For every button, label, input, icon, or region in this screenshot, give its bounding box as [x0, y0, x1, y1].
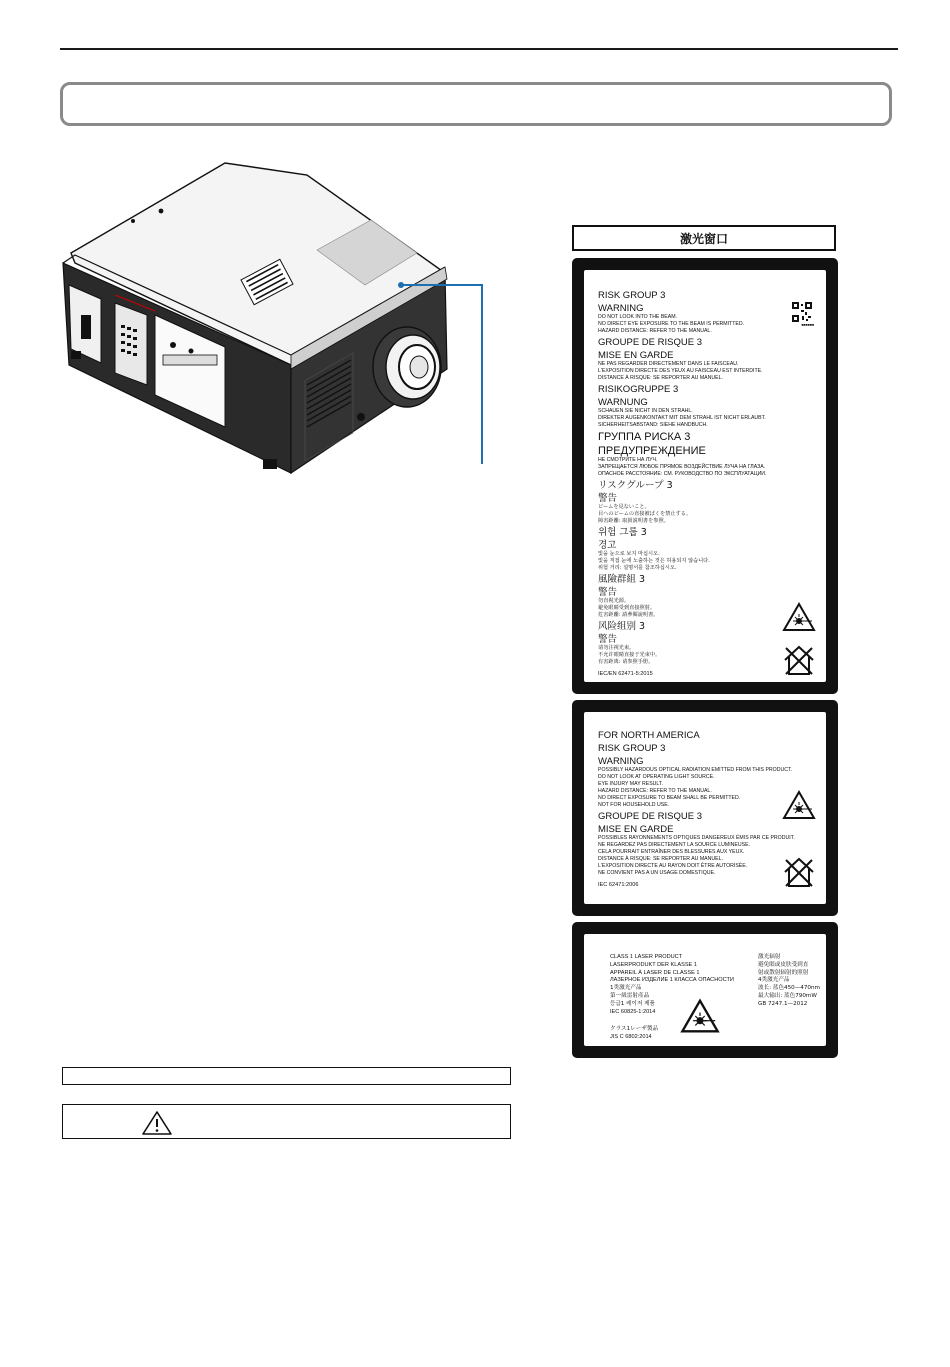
- label-line: ПРЕДУПРЕЖДЕНИЕ: [598, 445, 706, 457]
- label-line: 위험 거리: 설명서를 참조하십시오.: [598, 565, 677, 571]
- label-line: SCHAUEN SIE NICHT IN DEN STRAHL.: [598, 408, 693, 414]
- label-line: EYE INJURY MAY RESULT.: [598, 781, 663, 787]
- label-line: RISIKOGRUPPE 3: [598, 384, 679, 395]
- projector-illustration: [55, 155, 495, 485]
- laser-window-label: 激光窗口: [572, 225, 836, 251]
- label-line: DO NOT LOOK AT OPERATING LIGHT SOURCE.: [598, 774, 715, 780]
- label-line: DO NOT LOOK INTO THE BEAM.: [598, 314, 677, 320]
- class1-line: LASERPRODUKT DER KLASSE 1: [610, 961, 697, 968]
- class1-line: 第一級雷射產品: [610, 992, 650, 999]
- label-line: 빛을 직접 눈에 노출하는 것은 허용되지 않습니다.: [598, 558, 710, 564]
- label-line: HAZARD DISTANCE: REFER TO THE MANUAL.: [598, 788, 712, 794]
- class1-line: 1类激光产品: [610, 985, 642, 992]
- label-line: 避免眼睛受到直接照射。: [598, 605, 656, 611]
- label-line: DISTANCE À RISQUE: SE REPORTER AU MANUEL.: [598, 375, 723, 381]
- class1-right-line: 波长: 蓝色450—470nm: [758, 985, 820, 992]
- risk-group-label: [572, 258, 838, 694]
- north-america-label: [572, 700, 838, 916]
- label-line: MISE EN GARDE: [598, 824, 674, 835]
- label-line: HAZARD DISTANCE: REFER TO THE MANUAL.: [598, 328, 712, 334]
- label-line: 경고: [598, 540, 617, 551]
- class1-right-line: 4类激光产品: [758, 977, 790, 984]
- label-line: DIREKTER AUGENKONTAKT MIT DEM STRAHL IST NICHT ERLAUBT.: [598, 415, 766, 421]
- label-line: 警告: [598, 634, 618, 645]
- laser-warning-icon: [680, 998, 720, 1034]
- laser-warning-icon: [782, 790, 816, 820]
- label-line: WARNUNG: [598, 397, 648, 408]
- laser-warning-icon: [782, 602, 816, 632]
- class1-right-line: 最大输出: 蓝色790mW: [758, 992, 817, 999]
- qr-caption: ■■■■■■: [801, 323, 814, 327]
- label-line: WARNING: [598, 756, 644, 767]
- label-line: GROUPE DE RISQUE 3: [598, 337, 702, 348]
- class1-line: 등급1 레이저 제품: [610, 1000, 655, 1007]
- class1-right-line: GB 7247.1—2012: [758, 1000, 808, 1007]
- top-rule: [60, 48, 898, 50]
- label-line: IEC 62471:2006: [598, 882, 639, 888]
- label-line: リスクグループ 3: [598, 480, 673, 491]
- class1-line: JIS C 6802:2014: [610, 1034, 652, 1041]
- label-line: 目へのビームの直接被ばくを禁止する。: [598, 511, 692, 517]
- label-line: ГРУППА РИСКА 3: [598, 431, 691, 443]
- class1-label-panel: [584, 934, 826, 1046]
- class1-line: IEC 60825-1:2014: [610, 1008, 656, 1015]
- label-line: 不允许眼睛直接于光束中。: [598, 652, 661, 658]
- label-line: ОПАСНОЕ РАССТОЯНИЕ: СМ. РУКОВОДСТВО ПО ЭКСПЛУАТАЦИИ.: [598, 471, 767, 477]
- label-line: 빛을 눈으로 보지 마십시오.: [598, 551, 660, 557]
- label-line: НЕ СМОТРИТЕ НА ЛУЧ.: [598, 457, 658, 463]
- label-line: 위험 그룹 3: [598, 527, 647, 538]
- label-line: 警告: [598, 493, 618, 504]
- class1-line: APPAREIL À LASER DE CLASSE 1: [610, 969, 700, 976]
- class1-right-line: 避免眼或皮肤受到直: [758, 961, 809, 968]
- class1-line: ЛАЗЕРНОЕ ИЗДЕЛИЕ 1 КЛАССА ОПАСНОСТИ: [610, 977, 734, 984]
- label-line: GROUPE DE RISQUE 3: [598, 811, 702, 822]
- caution-box: [62, 1104, 511, 1139]
- label-line: 风险组别 3: [598, 621, 646, 632]
- class1-right-text: [758, 954, 820, 1009]
- label-line: NE PAS REGARDER DIRECTEMENT DANS LE FAISCEAU.: [598, 361, 739, 367]
- qr-code-icon: [792, 302, 812, 322]
- label-line: ЗАПРЕЩАЕТСЯ ЛЮБОЕ ПРЯМОЕ ВОЗДЕЙСТВИЕ ЛУЧА НА ГЛАЗА.: [598, 464, 766, 470]
- label-line: 風險群組 3: [598, 574, 646, 585]
- label-line: SICHERHEITSABSTAND: SIEHE HANDBUCH.: [598, 422, 708, 428]
- class1-right-line: 激光辐射: [758, 954, 781, 960]
- label-line: IEC/EN 62471-5:2015: [598, 671, 653, 677]
- label-line: 请勿注视光束。: [598, 645, 635, 651]
- class1-line: クラス1レーザ製品: [610, 1026, 659, 1033]
- label-line: POSSIBLY HAZARDOUS OPTICAL RADIATION EMITTED FROM THIS PRODUCT.: [598, 767, 792, 773]
- caution-icon: [141, 1110, 173, 1136]
- class1-laser-label: [572, 922, 838, 1058]
- no-household-use-icon: [782, 856, 816, 888]
- label-line: NO DIRECT EXPOSURE TO BEAM SHALL BE PERMITTED.: [598, 795, 741, 801]
- label-line: 有害距离: 请参照手册。: [598, 659, 654, 665]
- label-line: NOT FOR HOUSEHOLD USE.: [598, 802, 670, 808]
- label-line: L'EXPOSITION DIRECTE AU RAYON DOIT ÊTRE AUTORISÉE.: [598, 863, 748, 869]
- label-line: WARNING: [598, 303, 644, 314]
- label-line: L'EXPOSITION DIRECTE DES YEUX AU FAISCEAU EST INTERDITE.: [598, 368, 763, 374]
- north-america-text: [598, 728, 812, 889]
- risk-group-label-panel: [584, 270, 826, 682]
- label-line: 勿直視光源。: [598, 598, 630, 604]
- empty-label-bar: [62, 1067, 511, 1085]
- label-line: NE REGARDEZ PAS DIRECTEMENT LA SOURCE LUMINEUSE.: [598, 842, 751, 848]
- label-line: FOR NORTH AMERICA: [598, 730, 700, 741]
- risk-group-text: [598, 288, 812, 678]
- label-line: MISE EN GARDE: [598, 350, 674, 361]
- label-line: CELA POURRAIT ENTRAÎNER DES BLESSURES AUX YEUX.: [598, 849, 745, 855]
- label-line: 障害距離: 取扱説明書を参照。: [598, 518, 669, 524]
- class1-right-line: 射或散射辐射的照射: [758, 969, 809, 976]
- label-line: POSSIBLES RAYONNEMENTS OPTIQUES DANGEREUX ÉMIS PAR CE PRODUIT.: [598, 835, 795, 841]
- label-line: 危害距離: 請參閱說明書。: [598, 612, 659, 618]
- class1-line: CLASS 1 LASER PRODUCT: [610, 954, 683, 960]
- label-line: 警告: [598, 587, 618, 598]
- north-america-label-panel: [584, 712, 826, 904]
- label-line: ビームを見ないこと。: [598, 504, 650, 510]
- label-line: DISTANCE À RISQUE: SE REPORTER AU MANUEL.: [598, 856, 723, 862]
- section-title-box: [60, 82, 892, 126]
- label-line: NE CONVIENT PAS A UN USAGE DOMESTIQUE.: [598, 870, 716, 876]
- label-line: RISK GROUP 3: [598, 743, 666, 754]
- no-household-use-icon: [782, 644, 816, 676]
- label-line: RISK GROUP 3: [598, 290, 666, 301]
- label-line: NO DIRECT EYE EXPOSURE TO THE BEAM IS PERMITTED.: [598, 321, 745, 327]
